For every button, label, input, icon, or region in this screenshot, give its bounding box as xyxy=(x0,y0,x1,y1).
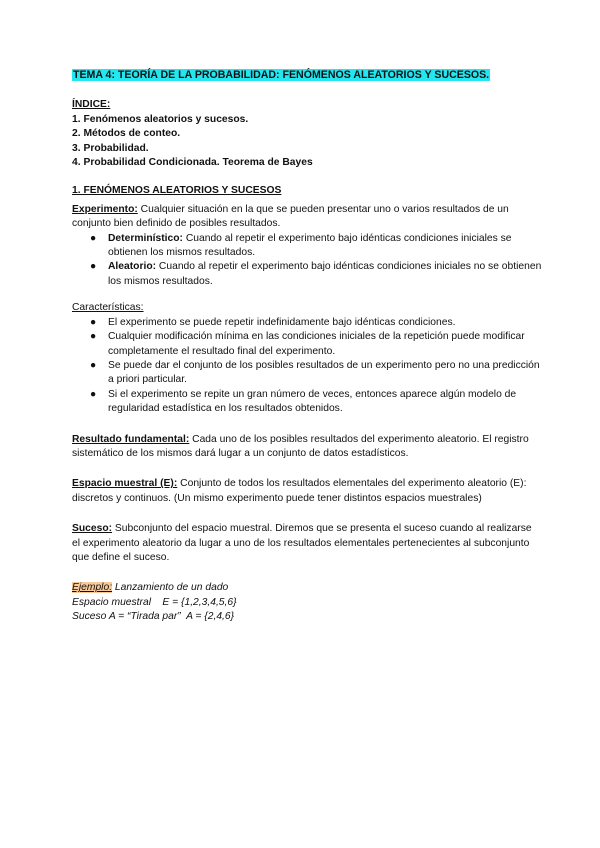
event-text: Subconjunto del espacio muestral. Diremos que se presenta el suceso cuando al realizarse el experimento aleatorio da lugar a uno de los resultados elementales pertenecientes al subconjunto que define el suceso. xyxy=(72,523,532,563)
list-item xyxy=(90,388,542,417)
example-line: Suceso A = “Tirada par” A = {2,4,6} xyxy=(72,611,235,623)
characteristic-text: Cualquier modificación mínima en las condiciones iniciales de la repetición puede modificar completamente el resultado final del experimento. xyxy=(108,331,525,357)
index-item: 1. Fenómenos aleatorios y sucesos. xyxy=(72,113,249,125)
experiment-text: Cualquier situación en la que se pueden presentar uno o varios resultados de un conjunto bien definido de posibles resultados. xyxy=(72,203,509,230)
bullet-icon: ● xyxy=(90,388,97,400)
experiment-definition xyxy=(72,203,542,232)
example-line xyxy=(72,581,542,595)
bullet-icon: ● xyxy=(90,331,97,343)
characteristics-list xyxy=(72,316,542,417)
fundamental-term: Resultado fundamental: xyxy=(72,433,190,445)
list-item xyxy=(90,359,542,388)
characteristic-text: El experimento se puede repetir indefinidamente bajo idénticas condiciones. xyxy=(108,316,456,328)
fundamental-text: Cada uno de los posibles resultados del experimento aleatorio. El registro sistemático de los mismos dará lugar a un conjunto de datos estadísticos. xyxy=(72,433,529,459)
example-block xyxy=(72,581,542,624)
index-item: 2. Métodos de conteo. xyxy=(72,128,181,140)
bullet-icon: ● xyxy=(90,261,97,273)
sample-space-text: Conjunto de todos los resultados elementales del experimento aleatorio (E): discretos y continuos. (Un mismo experimento puede tener distintos espacios muestrales) xyxy=(72,478,527,504)
characteristic-text: Si el experimento se repite un gran número de veces, entonces aparece algún modelo de regularidad estadística en los resultados obtenidos. xyxy=(108,388,517,415)
title-text: TEMA 4: TEORÍA DE LA PROBABILIDAD: FENÓMENOS ALEATORIOS Y SUCESOS. xyxy=(73,69,490,81)
type-term: Aleatorio: xyxy=(108,261,157,273)
list-item xyxy=(90,316,542,330)
type-text: Cuando al repetir el experimento bajo idénticas condiciones iniciales se obtienen los mismos resultados. xyxy=(108,232,512,259)
index-item: 4. Probabilidad Condicionada. Teorema de Bayes xyxy=(72,157,313,169)
example-line: Espacio muestral E = {1,2,3,4,5,6} xyxy=(72,596,237,608)
type-text: Cuando al repetir el experimento bajo idénticas condiciones iniciales no se obtienen los mismos resultados. xyxy=(108,261,542,287)
characteristics-heading: Características: xyxy=(72,302,144,314)
bullet-icon: ● xyxy=(90,232,97,244)
experiment-term: Experimento: xyxy=(72,203,138,215)
sample-space-term: Espacio muestral (E): xyxy=(72,478,178,490)
example-text: Lanzamiento de un dado xyxy=(112,582,229,594)
index-item: 3. Probabilidad. xyxy=(72,142,149,154)
experiment-types-list xyxy=(72,232,542,290)
type-term: Determinístico: xyxy=(108,232,183,244)
characteristic-text: Se puede dar el conjunto de los posibles resultados de un experimento pero no una predicción a priori particular. xyxy=(108,359,540,386)
index-list xyxy=(72,113,542,171)
section-heading: 1. FENÓMENOS ALEATORIOS Y SUCESOS xyxy=(72,185,282,197)
list-item xyxy=(90,260,542,289)
bullet-icon: ● xyxy=(90,316,97,328)
event-definition xyxy=(72,522,542,565)
fundamental-result-definition xyxy=(72,433,542,462)
document-title xyxy=(72,68,542,82)
example-label: Ejemplo: xyxy=(72,582,113,594)
index-heading: ÍNDICE: xyxy=(72,99,111,111)
sample-space-definition xyxy=(72,477,542,506)
event-term: Suceso: xyxy=(72,523,113,535)
list-item xyxy=(90,232,542,261)
list-item xyxy=(90,330,542,359)
bullet-icon: ● xyxy=(90,359,97,371)
document-page xyxy=(72,68,542,625)
